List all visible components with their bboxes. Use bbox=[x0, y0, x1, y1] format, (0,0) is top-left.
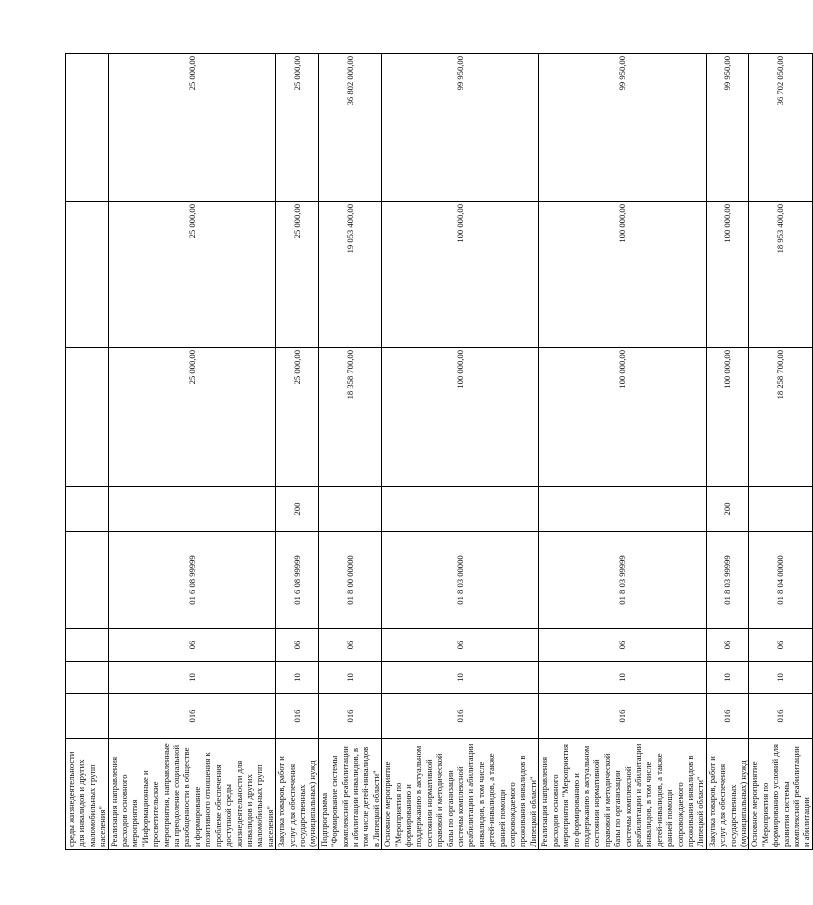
section-cell: 10 bbox=[539, 662, 707, 694]
ved-code-cell: 016 bbox=[276, 694, 319, 739]
ved-code-cell: 016 bbox=[318, 694, 381, 739]
amount-year2-cell: 19 053 400,00 bbox=[318, 202, 381, 348]
target-article-cell: 01 8 04 00000 bbox=[749, 532, 812, 629]
amount-year2-cell: 100 000,00 bbox=[539, 202, 707, 348]
table-row bbox=[66, 54, 109, 850]
expense-type-cell bbox=[318, 487, 381, 532]
table-row bbox=[276, 54, 319, 850]
amount-year3-cell: 25 000,00 bbox=[108, 54, 276, 202]
amount-year2-cell bbox=[66, 202, 109, 348]
ved-code-cell bbox=[66, 694, 109, 739]
subsection-cell: 06 bbox=[706, 629, 749, 662]
table-row bbox=[706, 54, 749, 850]
row-name-cell: Закупка товаров, работ и услуг для обеспечения государственных (муниципальных) нужд bbox=[276, 739, 319, 850]
target-article-cell: 01 8 00 00000 bbox=[318, 532, 381, 629]
ved-code-cell: 016 bbox=[108, 694, 276, 739]
table-row bbox=[318, 54, 381, 850]
amount-year1-cell: 25 000,00 bbox=[108, 348, 276, 487]
section-cell: 10 bbox=[108, 662, 276, 694]
amount-year2-cell: 25 000,00 bbox=[276, 202, 319, 348]
subsection-cell: 06 bbox=[539, 629, 707, 662]
table-row bbox=[382, 54, 539, 850]
section-cell: 10 bbox=[749, 662, 812, 694]
budget-table-page bbox=[65, 54, 812, 850]
amount-year2-cell: 25 000,00 bbox=[108, 202, 276, 348]
expense-type-cell bbox=[539, 487, 707, 532]
amount-year2-cell: 100 000,00 bbox=[706, 202, 749, 348]
amount-year3-cell: 36 802 000,00 bbox=[318, 54, 381, 202]
subsection-cell: 06 bbox=[382, 629, 539, 662]
section-cell: 10 bbox=[318, 662, 381, 694]
row-name-cell: Реализация направления расходов основного мероприятия "Мероприятия по формированию и поддержанию в актуальном состоянии нормативной правовой и методической базы по организации системы комплексной реабилитации и абилитации инвалидов, в том числе детей-инвалидов, а также ранней помощи сопровождаемого проживания инвалидов в Липецкой области" bbox=[539, 739, 707, 850]
subsection-cell: 06 bbox=[749, 629, 812, 662]
amount-year1-cell: 100 000,00 bbox=[706, 348, 749, 487]
amount-year2-cell: 18 953 400,00 bbox=[749, 202, 812, 348]
row-name-cell: Реализация направления расходов основного мероприятия "Информационные и просветительские мероприятия, направленные на преодоление социальной разобщенности в обществе и формирование позитивного отношения к проблеме обеспечения доступной среды жизнедеятельности для инвалидов и других маломобильных групп населения" bbox=[108, 739, 276, 850]
target-article-cell: 01 8 03 99999 bbox=[539, 532, 707, 629]
row-name-cell: Закупка товаров, работ и услуг для обеспечения государственных (муниципальных) нужд bbox=[706, 739, 749, 850]
budget-table bbox=[65, 53, 813, 850]
row-name-cell: Подпрограмма "Формирование системы комплексной реабилитации и абилитации инвалидов, в том числе детей-инвалидов в Липецкой области" bbox=[318, 739, 381, 850]
subsection-cell: 06 bbox=[108, 629, 276, 662]
expense-type-cell bbox=[66, 487, 109, 532]
subsection-cell: 06 bbox=[276, 629, 319, 662]
ved-code-cell: 016 bbox=[539, 694, 707, 739]
expense-type-cell bbox=[382, 487, 539, 532]
amount-year1-cell: 100 000,00 bbox=[382, 348, 539, 487]
amount-year3-cell: 99 950,00 bbox=[706, 54, 749, 202]
section-cell: 10 bbox=[276, 662, 319, 694]
amount-year1-cell: 25 000,00 bbox=[276, 348, 319, 487]
ved-code-cell: 016 bbox=[382, 694, 539, 739]
row-name-cell: среды жизнедеятельности для инвалидов и других маломобильных групп населения" bbox=[66, 739, 109, 850]
amount-year2-cell: 100 000,00 bbox=[382, 202, 539, 348]
amount-year3-cell: 99 950,00 bbox=[539, 54, 707, 202]
amount-year1-cell: 100 000,00 bbox=[539, 348, 707, 487]
table-row bbox=[749, 54, 812, 850]
subsection-cell: 06 bbox=[318, 629, 381, 662]
ved-code-cell: 016 bbox=[749, 694, 812, 739]
section-cell bbox=[66, 662, 109, 694]
amount-year1-cell bbox=[66, 348, 109, 487]
target-article-cell bbox=[66, 532, 109, 629]
amount-year3-cell: 99 950,00 bbox=[382, 54, 539, 202]
target-article-cell: 01 6 08 99999 bbox=[108, 532, 276, 629]
ved-code-cell: 016 bbox=[706, 694, 749, 739]
row-name-cell: Основное мероприятие "Мероприятия по формированию и поддержанию в актуальном состоянии нормативной правовой и методической базы по организации системы комплексной реабилитации и абилитации инвалидов, в том числе детей-инвалидов, а также ранней помощи сопровождаемого проживания инвалидов в Липецкой области" bbox=[382, 739, 539, 850]
expense-type-cell: 200 bbox=[706, 487, 749, 532]
amount-year1-cell: 18 358 700,00 bbox=[318, 348, 381, 487]
expense-type-cell: 200 bbox=[276, 487, 319, 532]
subsection-cell bbox=[66, 629, 109, 662]
target-article-cell: 01 8 03 99999 bbox=[706, 532, 749, 629]
amount-year3-cell: 36 702 050,00 bbox=[749, 54, 812, 202]
expense-type-cell bbox=[108, 487, 276, 532]
amount-year3-cell: 25 000,00 bbox=[276, 54, 319, 202]
amount-year1-cell: 18 258 700,00 bbox=[749, 348, 812, 487]
table-row bbox=[108, 54, 276, 850]
expense-type-cell bbox=[749, 487, 812, 532]
table-row bbox=[539, 54, 707, 850]
row-name-cell: Основное мероприятие "Мероприятия по формированию условий для развития системы комплексной реабилитации и абилитации bbox=[749, 739, 812, 850]
section-cell: 10 bbox=[382, 662, 539, 694]
amount-year3-cell bbox=[66, 54, 109, 202]
target-article-cell: 01 8 03 00000 bbox=[382, 532, 539, 629]
section-cell: 10 bbox=[706, 662, 749, 694]
target-article-cell: 01 6 08 99999 bbox=[276, 532, 319, 629]
